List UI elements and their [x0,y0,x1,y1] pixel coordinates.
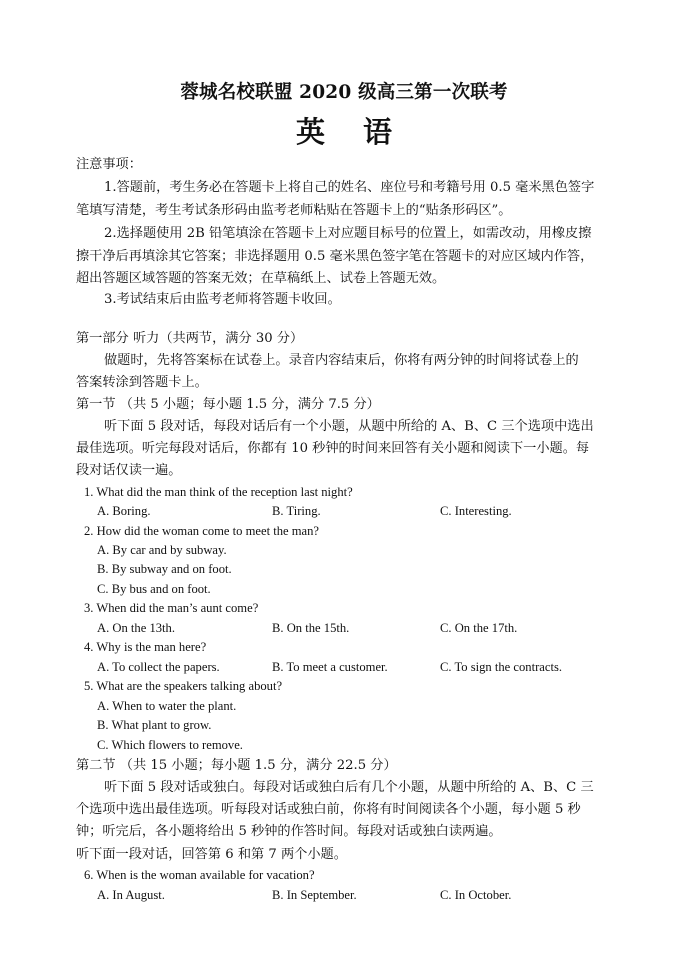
notice-item-2-line-2: 擦干净后再填涂其它答案；非选择题用 0.5 毫米黑色签字笔在答题卡的对应区域内作答， [76,249,594,264]
notice-heading: 注意事项： [76,157,142,172]
dialog-intro: 听下面一段对话，回答第 6 和第 7 两个小题。 [76,847,347,862]
question-4-option-a: A. To collect the papers. [97,660,220,674]
question-3: 3. When did the man’s aunt come? [84,601,259,615]
question-3-option-a: A. On the 13th. [97,621,176,635]
question-4-option-b: B. To meet a customer. [272,660,388,674]
notice-item-1-line-2: 笔填写清楚，考生考试条形码由监考老师粘贴在答题卡上的“贴条形码区”。 [76,203,512,218]
question-1-option-a: A. Boring. [97,504,151,518]
section2-heading: 第二节 （共 15 小题；每小题 1.5 分，满分 22.5 分） [76,758,397,773]
subject-title: 英 语 [295,115,407,149]
question-4-option-c: C. To sign the contracts. [440,660,563,674]
notice-item-1-line-1: 1.答题前，考生务必在答题卡上将自己的姓名、座位号和考籍号用 0.5 毫米黑色签字 [104,180,595,195]
question-5-option-a: A. When to water the plant. [97,699,237,713]
notice-item-2-line-1: 2.选择题使用 2B 铅笔填涂在答题卡上对应题目标号的位置上，如需改动，用橡皮擦 [104,226,592,241]
question-2-option-c: C. By bus and on foot. [97,582,211,596]
question-3-option-c: C. On the 17th. [440,621,518,635]
question-6-option-c: C. In October. [440,888,512,902]
question-3-option-b: B. On the 15th. [272,621,350,635]
question-5: 5. What are the speakers talking about? [84,679,283,693]
question-2-option-b: B. By subway and on foot. [97,562,232,576]
question-6: 6. When is the woman available for vacation? [84,868,315,882]
section1-intro-line-1: 听下面 5 段对话，每段对话后有一个小题，从题中所给的 A、B、C 三个选项中选出 [104,419,594,434]
question-1-option-b: B. Tiring. [272,504,321,518]
question-2-option-a: A. By car and by subway. [97,543,227,557]
section1-heading: 第一节 （共 5 小题；每小题 1.5 分，满分 7.5 分） [76,397,380,412]
question-5-option-b: B. What plant to grow. [97,718,212,732]
question-2: 2. How did the woman come to meet the man? [84,524,320,538]
part1-heading: 第一部分 听力（共两节，满分 30 分） [76,331,304,346]
part1-intro-line-2: 答案转涂到答题卡上。 [76,375,208,390]
part1-intro-line-1: 做题时，先将答案标在试卷上。录音内容结束后，你将有两分钟的时间将试卷上的 [104,353,579,368]
section2-intro-line-1: 听下面 5 段对话或独白。每段对话或独白后有几个小题，从题中所给的 A、B、C 三 [104,780,594,795]
question-4: 4. Why is the man here? [84,640,207,654]
section2-intro-line-2: 个选项中选出最佳选项。听每段对话或独白前，你将有时间阅读各个小题，每小题 5 秒 [76,802,581,817]
question-1-option-c: C. Interesting. [440,504,512,518]
section2-intro-line-3: 钟；听完后，各小题将给出 5 秒钟的作答时间。每段对话或独白读两遍。 [76,824,502,839]
notice-item-3-line-1: 3.考试结束后由监考老师将答题卡收回。 [104,292,341,307]
question-6-option-a: A. In August. [97,888,165,902]
section1-intro-line-3: 段对话仅读一遍。 [76,463,182,478]
notice-item-2-line-3: 超出答题区域答题的答案无效；在草稿纸上、试卷上答题无效。 [76,271,446,286]
question-5-option-c: C. Which flowers to remove. [97,738,243,752]
exam-title: 蓉城名校联盟 2020 级高三第一次联考 [180,82,508,103]
question-6-option-b: B. In September. [272,888,357,902]
question-1: 1. What did the man think of the reception last night? [84,485,353,499]
section1-intro-line-2: 最佳选项。听完每段对话后，你都有 10 秒钟的时间来回答有关小题和阅读下一小题。每 [76,441,590,456]
